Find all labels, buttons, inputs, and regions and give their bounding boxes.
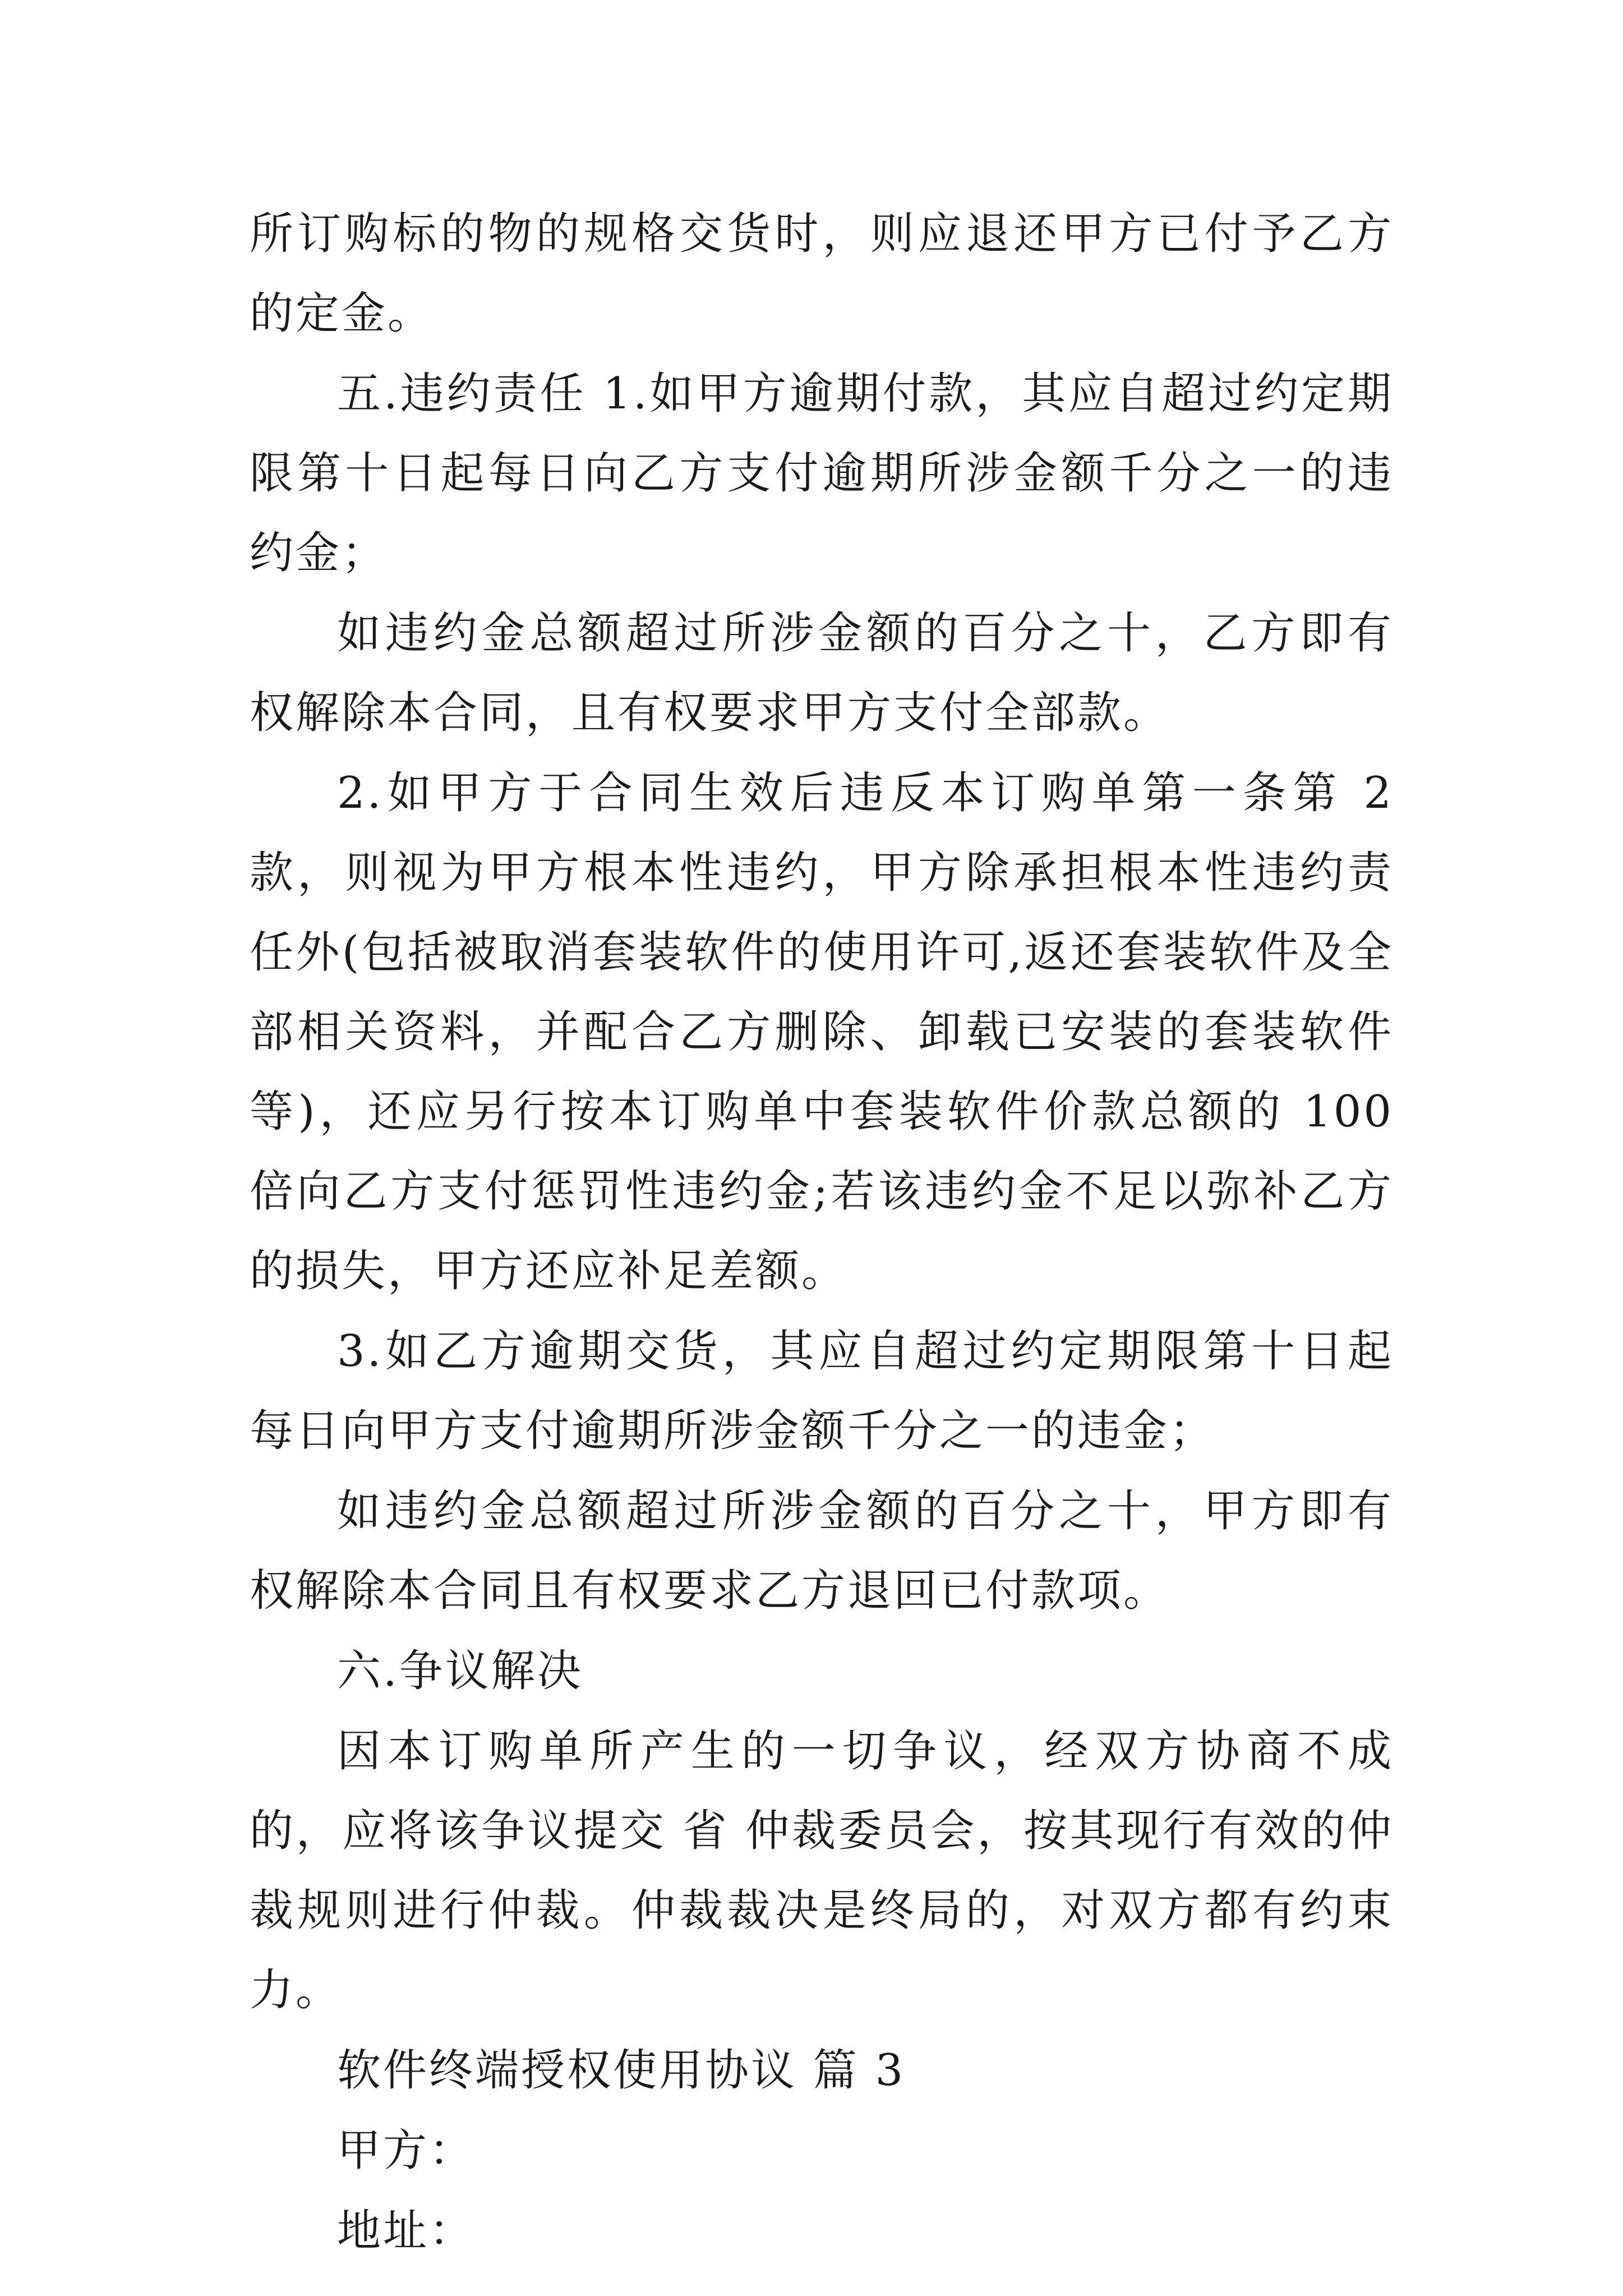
paragraph-contract-termination-seller: 如违约金总额超过所涉金额的百分之十，乙方即有权解除本合同，且有权要求甲方支付全部款。 (250, 608, 1394, 738)
paragraph-arbitration: 因本订购单所产生的一切争议，经双方协商不成的，应将该争议提交 省 仲裁委员会，按其现行有效的仲裁规则进行仲裁。仲裁裁决是终局的，对双方都有约束力。 (250, 1726, 1394, 2016)
paragraph-deposit-refund: 所订购标的物的规格交货时，则应退还甲方已付予乙方的定金。 (250, 209, 1394, 339)
document-body (250, 194, 1394, 2271)
paragraph-fundamental-breach: 2.如甲方于合同生效后违反本订购单第一条第 2 款，则视为甲方根本性违约，甲方除承担根本性违约责任外(包括被取消套装软件的使用许可,返还套装软件及全部相关资料，并配合乙方删除、卸载已安装的套装软件等)，还应另行按本订购单中套装软件价款总额的 100 倍向乙方支付惩罚性违约金;若该违约金不足以弥补乙方的损失，甲方还应补足差额。 (250, 768, 1394, 1296)
address-label: 地址： (337, 2206, 476, 2256)
section-title-agreement: 软件终端授权使用协议 篇 3 (337, 2045, 906, 2096)
paragraph-contract-termination-buyer: 如违约金总额超过所涉金额的百分之十，甲方即有权解除本合同且有权要求乙方退回已付款项。 (250, 1486, 1394, 1616)
party-a-label: 甲方： (337, 2125, 476, 2176)
paragraph-late-delivery: 3.如乙方逾期交货，其应自超过约定期限第十日起每日向甲方支付逾期所涉金额千分之一的违金； (250, 1326, 1394, 1456)
section-heading-dispute: 六.争议解决 (337, 1646, 583, 1696)
paragraph-breach-late-payment: 五.违约责任 1.如甲方逾期付款，其应自超过约定期限第十日起每日向乙方支付逾期所涉金额千分之一的违约金； (250, 369, 1394, 578)
